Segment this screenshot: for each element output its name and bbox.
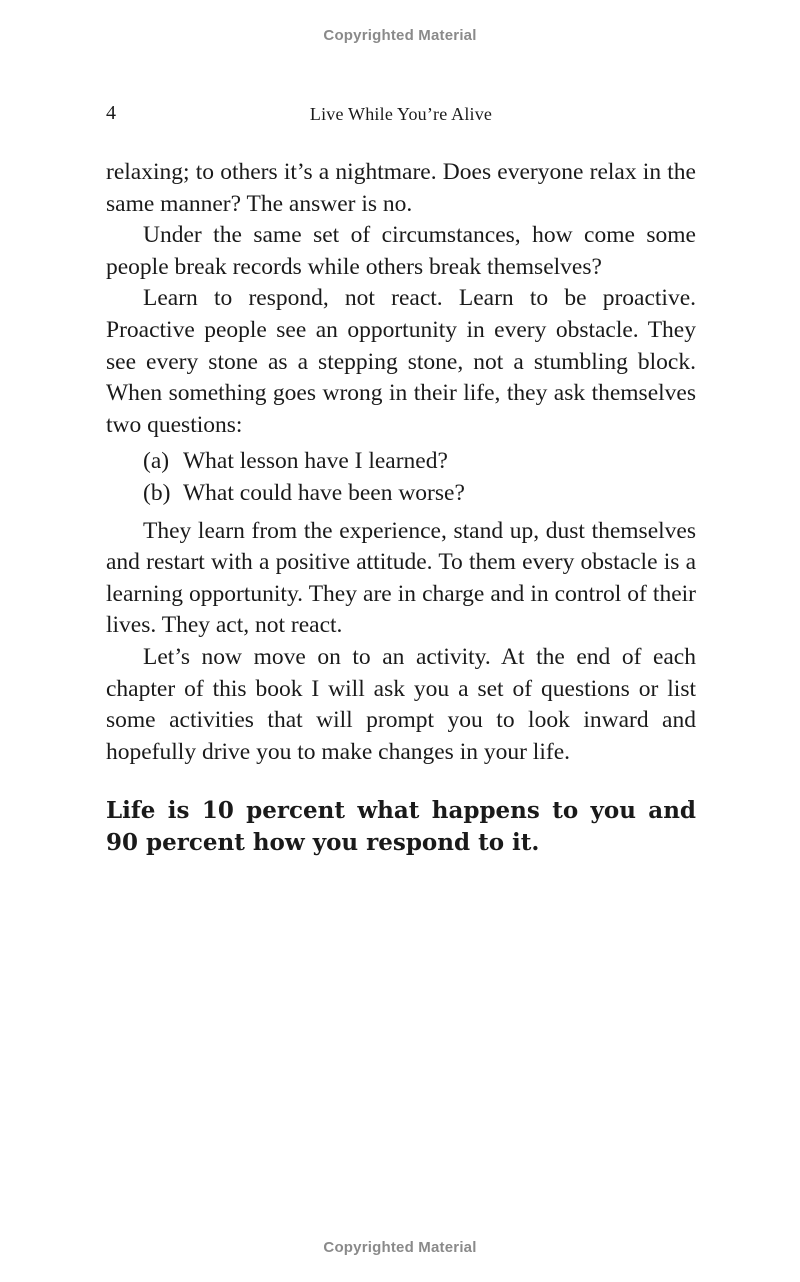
question-list (143, 446, 696, 509)
paragraph: They learn from the experience, stand up, dust themselves and restart with a positive attitude. To them every obstacle is a learning opportunity. They are in charge and in control of their lives. They act, not react. (106, 517, 696, 639)
paragraph: Under the same set of circumstances, how come some people break records while others break themselves? (106, 222, 696, 280)
list-item-text: What lesson have I learned? (183, 448, 448, 475)
running-title: Live While You’re Alive (309, 104, 493, 124)
paragraph: Learn to respond, not react. Learn to be proactive. Proactive people see an opportunity in every obstacle. They see every stone as a stepping stone, not a stumbling block. When something goes wrong in their life, they ask themselves two questions: (106, 285, 696, 438)
copyright-watermark-top: Copyrighted Material (323, 27, 477, 44)
bold-quote: Life is 10 percent what happens to you and 90 percent how you respond to it. (106, 797, 696, 856)
list-marker: (b) (143, 479, 171, 506)
page-number: 4 (106, 102, 116, 124)
body-text (106, 157, 696, 768)
copyright-watermark-bottom: Copyrighted Material (323, 1239, 477, 1256)
running-head (106, 102, 696, 128)
list-item (143, 446, 696, 478)
list-marker: (a) (143, 448, 170, 475)
list-item-text: What could have been worse? (183, 479, 465, 506)
list-item (143, 478, 696, 510)
paragraph-continued: relaxing; to others it’s a nightmare. Does everyone relax in the same manner? The answer is no. (106, 159, 696, 217)
paragraph: Let’s now move on to an activity. At the end of each chapter of this book I will ask you a set of questions or list some activities that will prompt you to look inward and hopefully drive you to make changes in your life. (106, 643, 696, 765)
